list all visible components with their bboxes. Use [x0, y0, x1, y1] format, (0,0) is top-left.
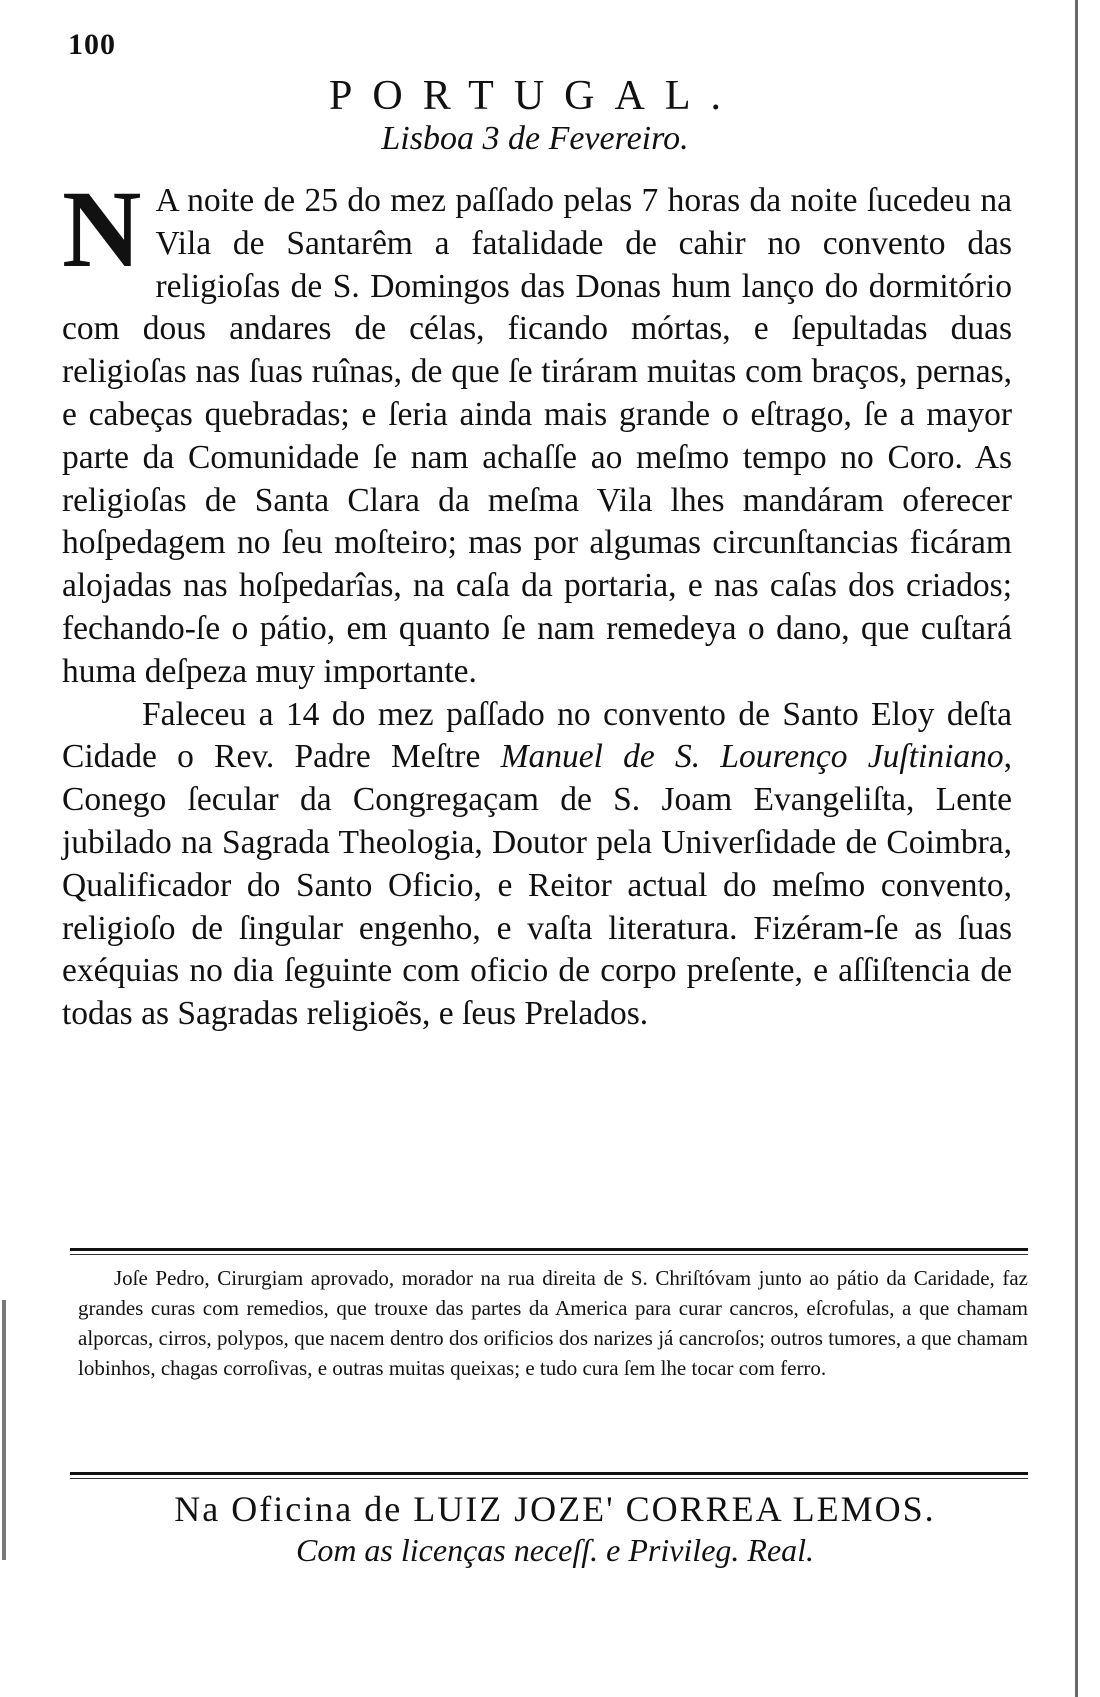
article-paragraph-2 — [62, 694, 1012, 1036]
article-paragraph-1 — [62, 168, 1012, 694]
drop-cap: N — [62, 168, 142, 290]
paragraph-2-text-b: , Conego ſecular da Congregaçam de S. Joam Evangeliſta, Lente jubilado na Sagrada Theologia, Doutor pela Univerſidade de Coimbra, Qualificador do Santo Oficio, e Reitor actual do meſmo convento, religioſo de ſingular engenho, e vaſta literatura. Fizéram-ſe as ſuas exéquias no dia ſeguinte com oficio de corpo preſente, e aſſiſtencia de todas as Sagradas religioẽs, e ſeus Prelados. — [62, 738, 1012, 1033]
paragraph-2-text-a: Faleceu a 14 do mez paſſado no convento de Santo Eloy deſta Cidade o Rev. Padre Meſtre — [62, 695, 1012, 776]
paragraph-1-text: A noite de 25 do mez paſſado pelas 7 horas da noite ſucedeu na Vila de Santarêm a fatalidade de cahir no convento das religioſas de S. Domingos das Donas hum lanço do dormitório com dous andares de célas, ficando mórtas, e ſepultadas duas religioſas nas ſuas ruînas, de que ſe tiráram muitas com braços, pernas, e cabeças quebradas; e ſeria ainda mais grande o eſtrago, ſe a mayor parte da Comunidade ſe nam achaſſe ao meſmo tempo no Coro. As religioſas de Santa Clara da meſma Vila lhes mandáram oferecer hoſpedagem no ſeu moſteiro; mas por algumas circunſtancias ficáram alojadas nas hoſpedarîas, na caſa da portaria, e nas caſas dos criados; fechando-ſe o pátio, em quanto ſe nam remedeya o dano, que cuſtará huma deſpeza muy importante. — [62, 182, 1012, 690]
separator-rule — [70, 1248, 1028, 1251]
article-body — [62, 168, 1012, 1036]
separator-rule-thin — [70, 1254, 1028, 1255]
separator-rule-thin — [70, 1478, 1028, 1479]
dateline: Lisboa 3 de Fevereiro. — [381, 120, 689, 157]
page-number: 100 — [68, 28, 116, 61]
printer-imprint: Na Oficina de LUIZ JOZE' CORREA LEMOS. — [174, 1489, 936, 1529]
separator-rule — [70, 1472, 1028, 1475]
licence-line: Com as licenças neceſſ. e Privileg. Real. — [295, 1532, 815, 1568]
page-edge-shadow — [1075, 0, 1078, 1697]
page-edge-shadow-left — [2, 1300, 6, 1560]
person-name: Manuel de S. Lourenço Juſtiniano — [500, 738, 1004, 776]
section-heading: PORTUGAL. — [329, 73, 741, 119]
advertisement-notice: Joſe Pedro, Cirurgiam aprovado, morador na rua direita de S. Chriſtóvam junto ao pátio da Caridade, faz grandes curas com remedios, que trouxe das partes da America para curar cancros, eſcrofulas, a que chamam alporcas, cirros, polypos, que nacem dentro dos orificios dos narizes já cancroſos; outros tumores, a que chamam lobinhos, chagas corroſivas, e outras muitas queixas; e tudo cura ſem lhe tocar com ferro. — [78, 1266, 1028, 1380]
